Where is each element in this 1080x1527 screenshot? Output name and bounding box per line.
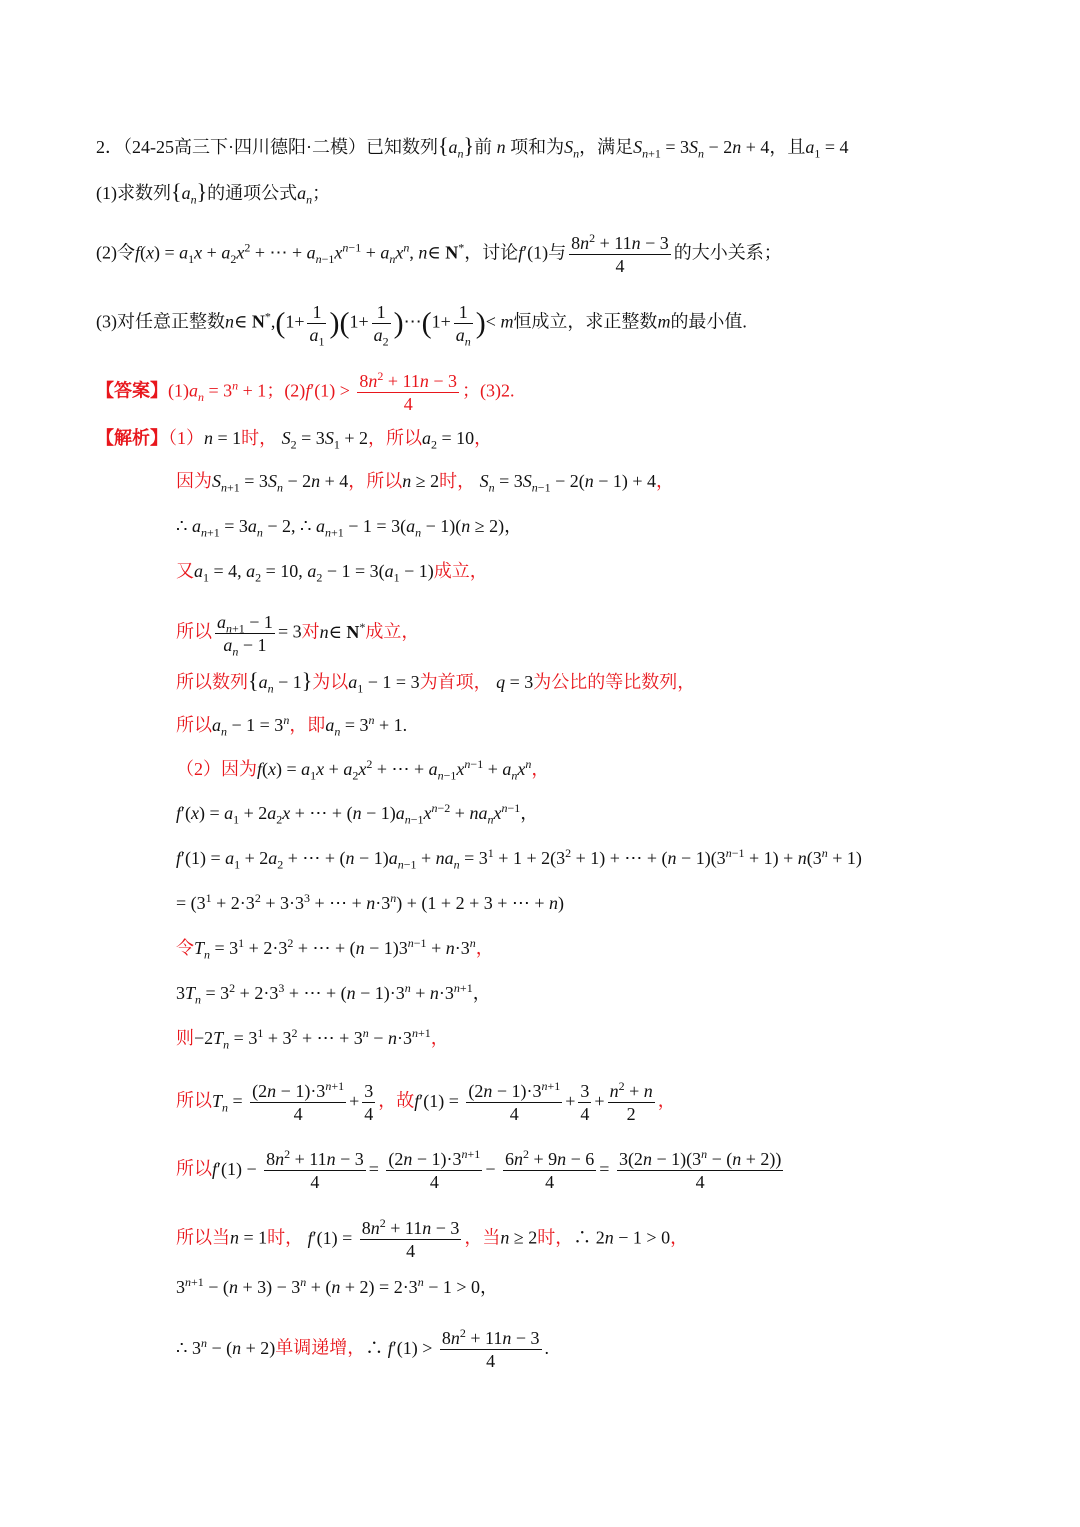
answer-line: 【答案】$(1)a_n = 3^n + 1$；(2)f′(1) > $\frac{8n^2 + 11n - 3}{4}$ ；(3)2.	[96, 369, 515, 414]
answer-label: 【答案】	[96, 380, 168, 401]
analysis-line-13: $3T_n = 3^2 + 2\cdot 3^3$ + ⋯ + $(n - 1)\cdot 3^n + n\cdot 3^{n+1}$，	[176, 981, 491, 1007]
analysis-line-17: 所以当n = 1时， f′(1) = $\frac{8n^2 + 11n - 3}{4}$ ，当n ≥ 2时，∴ 2n − 1 > 0，	[176, 1216, 689, 1261]
analysis-line-8: （2）因为$f(x) = a_1x + a_2x^2$ + ⋯ + $a_{n-1}x^{n-1} + a_nx^n$，	[176, 757, 550, 783]
analysis-line-15: 所以$T_n$ = $\frac{(2n - 1)\cdot 3^{n+1}}{4}$ + $\frac{3}{4}$ ，故f′(1) = $\frac{(2n - 1)\cdot 3^{n+1}}{4}$ + $\frac{3}{4}$ + $\frac{n^2 + n}{2}$ ，	[176, 1079, 676, 1124]
analysis-line-5: 所以 $\frac{a_{n+1} - 1}{a_n - 1}$ = 3对n∈ N*成立，	[176, 612, 420, 659]
analysis-line-4: 又$a_1 = 4$, $a_2 = 10$, $a_2 - 1 = 3(a_1 - 1)$成立，	[176, 561, 488, 585]
question-2: (2)令$f(x) = a_1x + a_2x^2$ + ⋯ + $a_{n-1}x^{n-1} + a_nx^n$, n∈ N*，讨论f′(1)与 $\frac{8n^2 + 11n - 3}{4}$ 的大小关系；	[96, 231, 782, 276]
analysis-line-9: $f'(x) = a_1 + 2a_2x$ + ⋯ + $(n - 1)a_{n-1}x^{n-2} + na_nx^{n-1}$，	[176, 801, 539, 827]
analysis-line-16: 所以f′(1) − $\frac{8n^2 + 11n - 3}{4}$ = $\frac{(2n - 1)\cdot 3^{n+1}}{4}$ − $\frac{6n^2 + 9n - 6}{4}$ = $\frac{3(2n - 1)(3^n - (n + 2))}{4}$	[176, 1147, 782, 1192]
analysis-label: 【解析】	[96, 428, 168, 448]
analysis-line-1: 【解析】（1）n = 1时， $S_2 = 3S_1 + 2$，所以$a_2 = 10$，	[96, 428, 493, 452]
analysis-line-11: = ($3^1 + 2\cdot 3^2 + 3\cdot 3^3$ + ⋯ + $n\cdot 3^n) + (1 + 2 + 3$ + ⋯ + n)	[176, 891, 565, 913]
analysis-line-10: $f'(1) = a_1 + 2a_2$ + ⋯ + $(n - 1)a_{n-1} + na_n = 3^1 + 1 + 2(3^2 + 1)$ + ⋯ + $(n - 1)(3^{n-1} + 1) + n(3^n + 1)$	[176, 846, 862, 872]
analysis-line-6: 所以数列$\{a_n - 1\}$为以$a_1 - 1 = 3$为首项， q = 3为公比的等比数列，	[176, 668, 696, 696]
analysis-line-12: 令$T_n = 3^1 + 2\cdot 3^2$ + ⋯ + $(n - 1)3^{n-1} + n\cdot 3^n$，	[176, 936, 494, 962]
analysis-line-3: ∴ $a_{n+1} = 3a_n - 2$, ∴ $a_{n+1} - 1 = 3(a_n - 1)(n \ge 2)$，	[176, 516, 523, 540]
question-3: (3)对任意正整数n∈ N*,(1+ $\frac{1}{a_1}$ )(1+ $\frac{1}{a_2}$ )⋯(1+ $\frac{1}{a_n}$ )< m恒成立，求正整数m的最小值.	[96, 302, 747, 349]
problem-number: 2．	[96, 137, 123, 157]
analysis-line-19: ∴ $3^n - (n + 2)$单调递增，∴ f′(1) > $\frac{8n^2 + 11n - 3}{4}$ .	[176, 1326, 549, 1371]
analysis-line-14: 则$-2T_n = 3^1 + 3^2$ + ⋯ + $3^n - n\cdot 3^{n+1}$，	[176, 1026, 449, 1052]
question-1: (1)求数列$\{a_n\}$的通项公式$a_n$；	[96, 179, 331, 207]
analysis-line-2: 因为$S_{n+1} = 3S_n - 2n + 4$，所以n ≥ 2时， $S_n = 3S_{n-1} - 2(n - 1) + 4$，	[176, 471, 675, 495]
problem-stem: 2．（24-25高三下·四川德阳·二模）已知数列$\{a_n\}$前 n 项和为$S_n$，满足$S_{n+1} = 3S_n - 2n + 4$，且$a_1 = 4$	[96, 133, 849, 161]
analysis-line-18: $3^{n+1} - (n + 3) - 3^n + (n + 2) = 2\cdot 3^n - 1 > 0$，	[176, 1275, 498, 1297]
problem-source: （24-25高三下·四川德阳·二模）	[123, 137, 366, 157]
analysis-line-7: 所以$a_n - 1 = 3^n$，即$a_n = 3^n + 1$.	[176, 713, 408, 739]
